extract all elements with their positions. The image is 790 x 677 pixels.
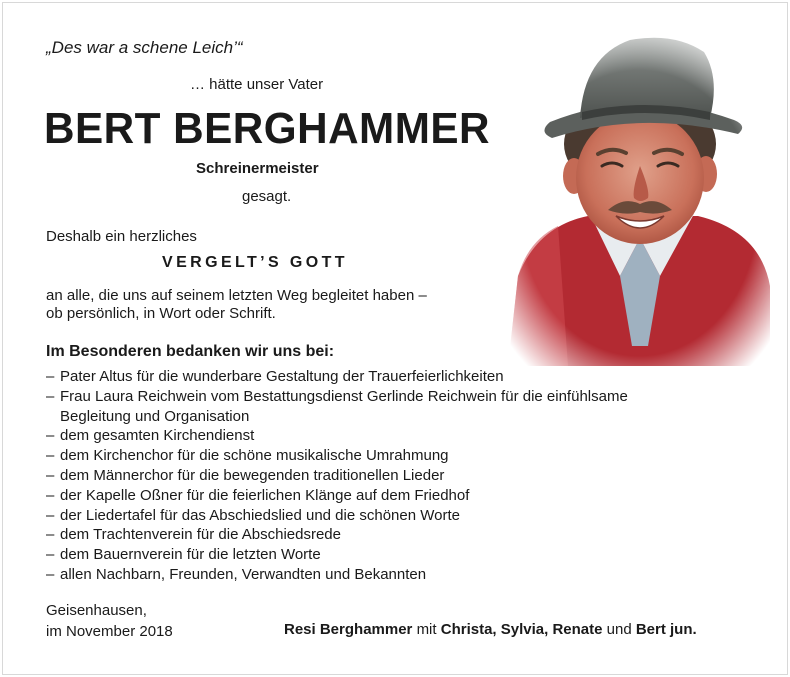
portrait-photo bbox=[498, 26, 780, 366]
deceased-name: BERT BERGHAMMER bbox=[44, 104, 491, 153]
list-item: – dem Männerchor für die bewegenden traditionellen Lieder bbox=[46, 466, 445, 484]
quote-line: „Des war a schene Leich’“ bbox=[46, 38, 243, 57]
signature-name-3: Bert jun. bbox=[635, 621, 697, 638]
list-item: – der Kapelle Oßner für die feierlichen Klänge auf dem Friedhof bbox=[46, 486, 470, 504]
dash-bullet: – bbox=[46, 427, 55, 445]
thanks-text-line-2: ob persönlich, in Wort oder Schrift. bbox=[46, 305, 276, 322]
date: im November 2018 bbox=[46, 623, 173, 640]
lead-line: Deshalb ein herzliches bbox=[46, 228, 197, 245]
list-item: – allen Nachbarn, Freunden, Verwandten und Bekannten bbox=[46, 565, 427, 583]
dash-bullet: – bbox=[46, 447, 55, 465]
preface-line: … hätte unser Vater bbox=[190, 76, 324, 93]
list-item: – Frau Laura Reichwein vom Bestattungsdienst Gerlinde Reichwein für die einfühlsame bbox=[46, 387, 628, 405]
thanks-heading: VERGELT’S GOTT bbox=[162, 254, 348, 271]
thanks-text bbox=[46, 287, 427, 323]
special-thanks-heading: Im Besonderen bedanken wir uns bei: bbox=[46, 343, 335, 360]
thanks-text-line-1: an alle, die uns auf seinem letzten Weg begleitet haben – bbox=[46, 287, 427, 304]
signature-name-1: Resi Berghammer bbox=[284, 621, 413, 638]
dash-bullet: – bbox=[46, 387, 55, 405]
thanks-list bbox=[46, 367, 746, 585]
signature-mit: mit bbox=[416, 621, 437, 638]
list-item: – der Liedertafel für das Abschiedslied und die schönen Worte bbox=[46, 506, 460, 524]
dash-bullet: – bbox=[46, 486, 55, 504]
list-item-continuation: Begleitung und Organisation bbox=[60, 407, 250, 425]
profession: Schreinermeister bbox=[196, 160, 319, 177]
dash-bullet: – bbox=[46, 565, 55, 583]
place-date bbox=[46, 600, 173, 642]
said-line: gesagt. bbox=[242, 188, 292, 205]
dash-bullet: – bbox=[46, 466, 55, 484]
dash-bullet: – bbox=[46, 368, 55, 385]
dash-bullet: – bbox=[46, 546, 55, 564]
dash-bullet: – bbox=[46, 526, 55, 544]
dash-bullet: – bbox=[46, 506, 55, 524]
list-item: – dem Trachtenverein für die Abschiedsrede bbox=[46, 526, 341, 544]
signature-und: und bbox=[606, 621, 632, 638]
list-item: – Pater Altus für die wunderbare Gestaltung der Trauerfeierlichkeiten bbox=[46, 368, 504, 385]
list-item: – dem gesamten Kirchendienst bbox=[46, 427, 255, 445]
signature-name-2: Christa, Sylvia, Renate bbox=[440, 621, 603, 638]
list-item: – dem Bauernverein für die letzten Worte bbox=[46, 546, 321, 564]
place: Geisenhausen, bbox=[46, 602, 147, 619]
list-item: – dem Kirchenchor für die schöne musikalische Umrahmung bbox=[46, 447, 449, 465]
signature-line bbox=[284, 621, 697, 638]
